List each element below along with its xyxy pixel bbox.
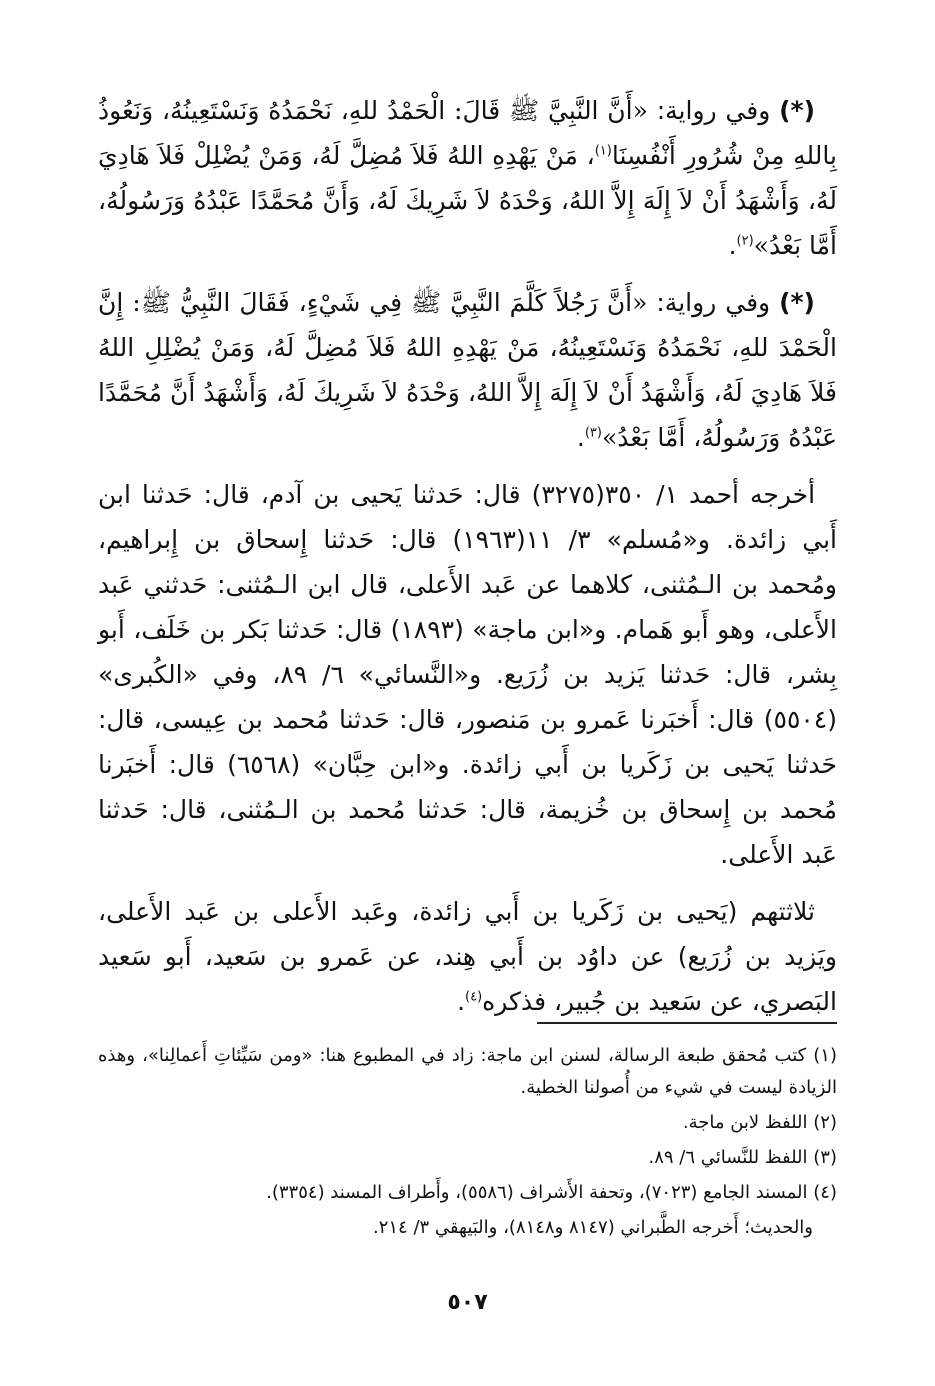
paragraph-lead: وفي رواية: <box>647 288 780 317</box>
footnote-number: (٣) <box>813 1147 837 1168</box>
footnote-text: اللفظ للنَّسائي ٦/ ٨٩. <box>648 1147 808 1168</box>
hadith-quote: «أَنَّ النَّبِيَّ ﷺ قَالَ: الْحَمْدُ للهِ، نَحْمَدُهُ وَنَسْتَعِينُهُ، وَنَعُوذُ بِاللهِ مِنْ شُرُورِ أَنْفُسِنَا <box>98 96 837 170</box>
paragraph-isnad <box>98 889 837 1024</box>
footnote-number: (٢) <box>813 1112 837 1133</box>
paragraph-takhrij <box>98 472 837 877</box>
footnote-2 <box>98 1107 837 1139</box>
takhrij-text: أخرجه أحمد ١/ ٣٥٠(٣٢٧٥) قال: حَدثنا يَحيى بن آدم، قال: حَدثنا ابن أَبي زائدة. و«مُسلم» ٣/ ١١(١٩٦٣) قال: حَدثنا إِسحاق بن إِبراهيم، ومُحمد بن الـمُثنى، كلاهما عن عَبد الأَعلى، قال ابن الـمُثنى: حَدثني عَبد الأَعلى، وهو أَبو هَمام. و«ابن ماجة» (١٨٩٣) قال: حَدثنا بَكر بن خَلَف، أَبو بِشر، قال: حَدثنا يَزيد بن زُرَيع. و«النَّسائي» ٦/ ٨٩، وفي «الكُبرى» (٥٥٠٤) قال: أَخبَرنا عَمرو بن مَنصور، قال: حَدثنا مُحمد بن عِيسى، قال: حَدثنا يَحيى بن زَكَريا بن أَبي زائدة. و«ابن حِبَّان» (٦٥٦٨) قال: أَخبَرنا مُحمد بن إِسحاق بن خُزيمة، قال: حَدثنا مُحمد بن الـمُثنى، قال: حَدثنا عَبد الأَعلى. <box>98 480 838 869</box>
footnote-4-continuation: والحديث؛ أَخرجه الطَّبراني (٨١٤٧ و٨١٤٨)، والبَيهقي ٣/ ٢١٤. <box>372 1217 813 1238</box>
footnote-number: (١) <box>813 1045 837 1066</box>
footnote-3 <box>98 1142 837 1174</box>
footnote-ref-1[interactable]: (١) <box>594 143 612 159</box>
footnote-text: اللفظ لابن ماجة. <box>682 1112 808 1133</box>
footnote-ref-4[interactable]: (٤) <box>465 989 483 1005</box>
hadith-quote: «أَنَّ رَجُلاً كَلَّمَ النَّبِيَّ ﷺ فِي شَيْءٍ، فَقَالَ النَّبِيُّ ﷺ: إِنَّ الْحَمْدَ للهِ، نَحْمَدُهُ وَنَسْتَعِينُهُ، مَنْ يَهْدِهِ اللهُ فَلاَ مُضِلَّ لَهُ، وَمَنْ يُضْلِلِ اللهُ فَلاَ هَادِيَ لَهُ، وَأَشْهَدُ أَنْ لاَ إِلَهَ إِلاَّ اللهُ، وَحْدَهُ لاَ شَرِيكَ لَهُ، وَأَشْهَدُ أَنَّ مُحَمَّدًا عَبْدُهُ وَرَسُولُهُ، أَمَّا بَعْدُ» <box>98 288 837 452</box>
footnote-separator <box>537 1022 837 1024</box>
asterisk-marker: (*) <box>779 288 815 317</box>
paragraph-riwaya-1 <box>98 88 837 268</box>
paragraph-end: . <box>728 231 737 260</box>
footnote-text: المسند الجامع (٧٠٢٣)، وتحفة الأَشراف (٥٥٨٦)، وأَطراف المسند (٣٣٥٤). <box>266 1182 808 1203</box>
hadith-quote-continued: ، مَنْ يَهْدِهِ اللهُ فَلاَ مُضِلَّ لَهُ، وَمَنْ يُضْلِلْ فَلاَ هَادِيَ لَهُ، وَأَشْهَدُ أَنْ لاَ إِلَهَ إِلاَّ اللهُ، وَحْدَهُ لاَ شَرِيكَ لَهُ، وَأَنَّ مُحَمَّدًا عَبْدُهُ وَرَسُولُهُ، أَمَّا بَعْدُ» <box>98 141 837 260</box>
page-number: ٥٠٧ <box>447 1290 488 1315</box>
isnad-text: ثلاثتهم (يَحيى بن زَكَريا بن أَبي زائدة، وعَبد الأَعلى بن عَبد الأَعلى، ويَزيد بن زُرَيع) عن داوُد بن أَبي هِند، عن عَمرو بن سَعيد، أَبو سَعيد البَصري، عن سَعيد بن جُبير، فذكره <box>98 897 837 1016</box>
footnote-4 <box>98 1177 837 1209</box>
footnote-text: كتب مُحقق طبعة الرسالة، لسنن ابن ماجة: زاد في المطبوع هنا: «ومن سَيِّئاتِ أَعمالِنا»، وهذه الزيادة ليست في شيء من أُصولنا الخطية. <box>98 1045 837 1098</box>
footnote-1 <box>98 1040 837 1104</box>
paragraph-riwaya-2 <box>98 280 837 460</box>
paragraph-lead: وفي رواية: <box>647 96 780 125</box>
asterisk-marker: (*) <box>779 96 816 125</box>
footnote-ref-3[interactable]: (٣) <box>584 425 602 441</box>
paragraph-end: . <box>457 987 466 1016</box>
main-text <box>98 88 837 1036</box>
footnotes <box>98 1040 837 1247</box>
footnote-ref-2[interactable]: (٢) <box>736 233 754 249</box>
footnote-number: (٤) <box>813 1182 837 1203</box>
paragraph-end: . <box>576 423 585 452</box>
